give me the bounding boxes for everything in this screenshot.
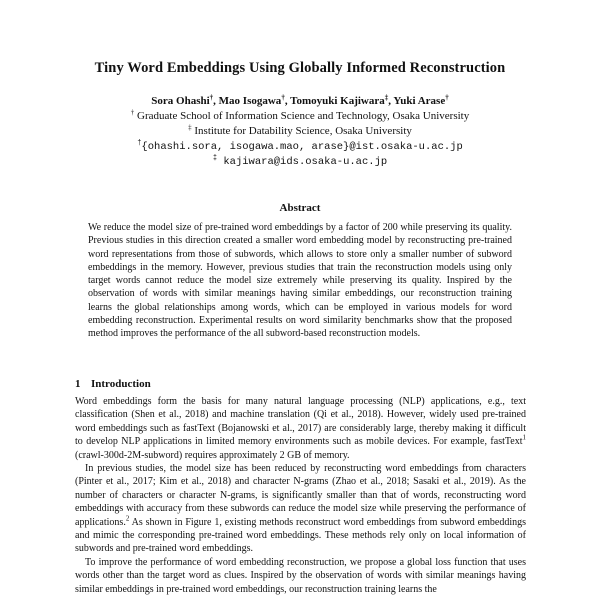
email-text: {ohashi.sora, isogawa.mao, arase}@ist.osaka-u.ac.jp [141,141,463,153]
author-mark: † [209,93,214,102]
section-heading [75,378,151,390]
affiliation-text: Institute for Datability Science, Osaka University [194,125,412,137]
paragraph-text: As shown in Figure 1, existing methods reconstruct word embeddings from subword embeddings and mimic the corresponding pre-trained word embeddings. These methods rely only on local information of subwords and pre-trained word embeddings. [75,516,526,555]
author-name: Tomoyuki Kajiwara [290,95,385,107]
email-text: kajiwara@ids.osaka-u.ac.jp [223,156,388,168]
affiliation-mark: ‡ [188,123,192,132]
section-title: Introduction [91,378,151,390]
author-name: Mao Isogawa [218,95,282,107]
author-name: Sora Ohashi [151,95,210,107]
paragraph [75,395,526,462]
abstract-text: We reduce the model size of pre-trained word embeddings by a factor of 200 while preserving its quality. Previous studies in this direction created a smaller word embedding model by reconstructing pre-trained word representations from those of subwords, which allows to store only a smaller number of subword embeddings in the memory. However, previous studies that train the reconstruction models using only target words cannot reduce the model size extremely while preserving its quality. Inspired by the observation of words with similar meanings having similar embeddings, our reconstruction training learns the global relationships among words, which can be employed in various models for word embedding reconstruction. Experimental results on word similarity benchmarks show that the proposed method improves the performance of the all subword-based reconstruction models. [88,222,512,340]
author-name: Yuki Arase [393,95,446,107]
paragraph-text: Word embeddings form the basis for many natural language processing (NLP) applications, e.g., text classification (Shen et al., 2018) and machine translation (Qi et al., 2018). However, widely used pre-trained word embeddings such as fastText (Bojanowski et al., 2017) are considerably large, thereby making it difficult to develop NLP applications in limited memory environments such as mobile devices. For example, fastText [75,396,526,448]
author-mark: † [281,93,285,102]
email-mark: † [137,139,142,148]
introduction-body [75,395,526,596]
affiliation-mark: † [130,108,135,117]
email-line [0,140,600,155]
email-line [0,155,600,170]
affiliation [0,109,600,124]
affiliation-text: Graduate School of Information Science and Technology, Osaka University [137,110,470,122]
footnote-marker: 2 [125,514,130,523]
affiliation [0,124,600,139]
author-mark: † [445,93,449,102]
author-list: Sora Ohashi†, Mao Isogawa†, Tomoyuki Kajiwara‡, Yuki Arase† [151,93,449,107]
footnote-marker: 1 [522,433,526,442]
paragraph-text: In previous studies, the model size has been reduced by reconstructing word embeddings from characters (Pinter et al., 2017; Kim et al., 2018) and character N-grams (Zhao et al., 2018; Sasaki et al., 2019). As the number of characters or character N-grams, is significantly smaller than that of words, reconstructing word embeddings with accuracy from these subwords can reduce the model size while preserving the performance of applications. [75,463,526,528]
abstract-heading: Abstract [279,202,321,214]
email-mark: ‡ [212,154,218,163]
section-number: 1 [75,378,81,390]
paragraph [75,462,526,556]
paper-title: Tiny Word Embeddings Using Globally Informed Reconstruction [94,60,506,76]
paragraph-text: (crawl-300d-2M-subword) requires approximately 2 GB of memory. [75,449,350,461]
paragraph: To improve the performance of word embedding reconstruction, we propose a global loss function that uses words other than the target word as clues. Inspired by the observation of words with similar meanings having similar embeddings in pre-trained word embeddings, our reconstruction training learns the [75,556,526,595]
author-mark: ‡ [384,93,389,102]
